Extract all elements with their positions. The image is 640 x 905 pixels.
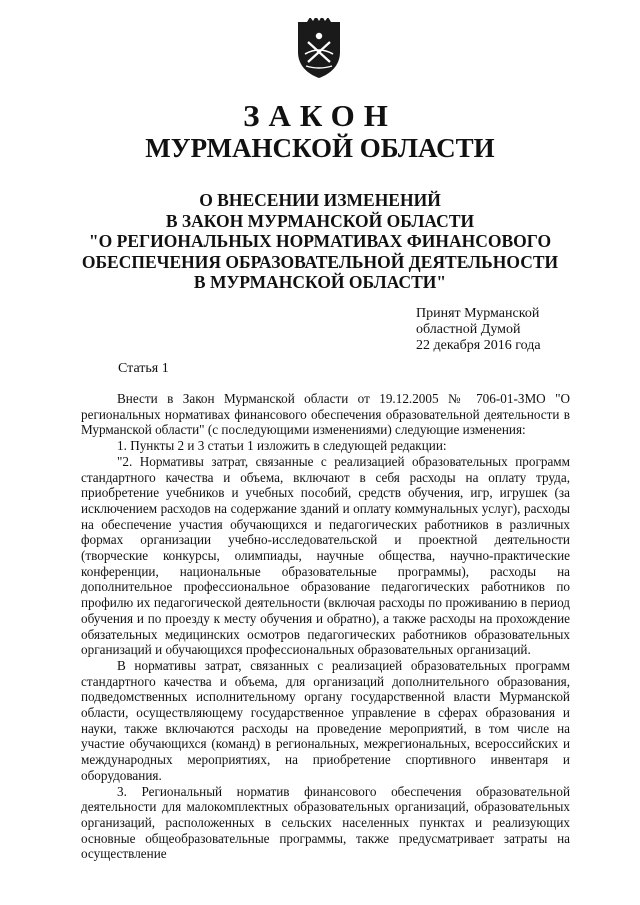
law-heading (60, 190, 580, 293)
coat-of-arms-emblem-icon (294, 18, 344, 80)
article-title: Статья 1 (118, 361, 169, 376)
law-title: ЗАКОН (243, 98, 397, 133)
heading-line: В ЗАКОН МУРМАНСКОЙ ОБЛАСТИ (165, 210, 475, 231)
heading-line: В МУРМАНСКОЙ ОБЛАСТИ" (193, 272, 447, 292)
heading-line: ОБЕСПЕЧЕНИЯ ОБРАЗОВАТЕЛЬНОЙ ДЕЯТЕЛЬНОСТИ (81, 251, 559, 272)
heading-line: "О РЕГИОНАЛЬНЫХ НОРМАТИВАХ ФИНАНСОВОГО (88, 231, 552, 251)
adoption-date: 22 декабря 2016 года (416, 338, 541, 353)
paragraph: "2. Нормативы затрат, связанные с реализацией образовательных программ стандартного качества и объема, включают в себя расходы на оплату труда, приобретение учебников и учебных пособий, средств обучения, игр, игрушек (за исключением расходов на содержание зданий и оплату коммунальных услуг), расходы на обеспечение участия обучающихся и педагогических работников в различных формах организации учебно-исследовательской и проектной деятельности (творческие конкурсы, олимпиады, научные общества, научно-практические конференции, национальные образовательные программы), расходы на дополнительное профессиональное образование педагогических работников по профилю их педагогической деятельности (включая расходы по проживанию в период обучения и по проезду к месту обучения и обратно), а также расходы на прохождение обязательных медицинских осмотров педагогических работников образовательных организаций и обучающихся профессиональных образовательных организаций. (81, 453, 570, 658)
paragraph: 3. Региональный норматив финансового обеспечения образовательной деятельности для малокомплектных образовательных организаций, образовательных организаций, расположенных в сельских населенных пунктах и реализующих основные общеобразовательные программы, также предусматривает затраты на осуществление (81, 783, 570, 862)
paragraph: В нормативы затрат, связанных с реализацией образовательных программ стандартного качества и объема, для организаций дополнительного образования, подведомственных исполнительному органу государственной власти Мурманской области, осуществляющему государственное управление в сферах образования и науки, также включаются расходы на проведение мероприятий, в том числе на участие обучающихся (команд) в региональных, межрегиональных, всероссийских и международных мероприятиях, на приобретение спортивного инвентаря и оборудования. (81, 657, 570, 783)
adoption-line: областной Думой (416, 322, 521, 337)
adoption-line: Принят Мурманской (416, 306, 540, 321)
adoption-note (416, 306, 541, 354)
heading-line: О ВНЕСЕНИИ ИЗМЕНЕНИЙ (199, 190, 441, 210)
region-title: МУРМАНСКОЙ ОБЛАСТИ (145, 133, 495, 163)
article-body (81, 391, 570, 862)
paragraph: 1. Пункты 2 и 3 статьи 1 изложить в следующей редакции: (117, 438, 447, 454)
paragraph: Внести в Закон Мурманской области от 19.12.2005 № 706-01-ЗМО "О региональных нормативах финансового обеспечения образовательной деятельности в Мурманской области" (с последующими изменениями) следующие изменения: (81, 391, 570, 438)
